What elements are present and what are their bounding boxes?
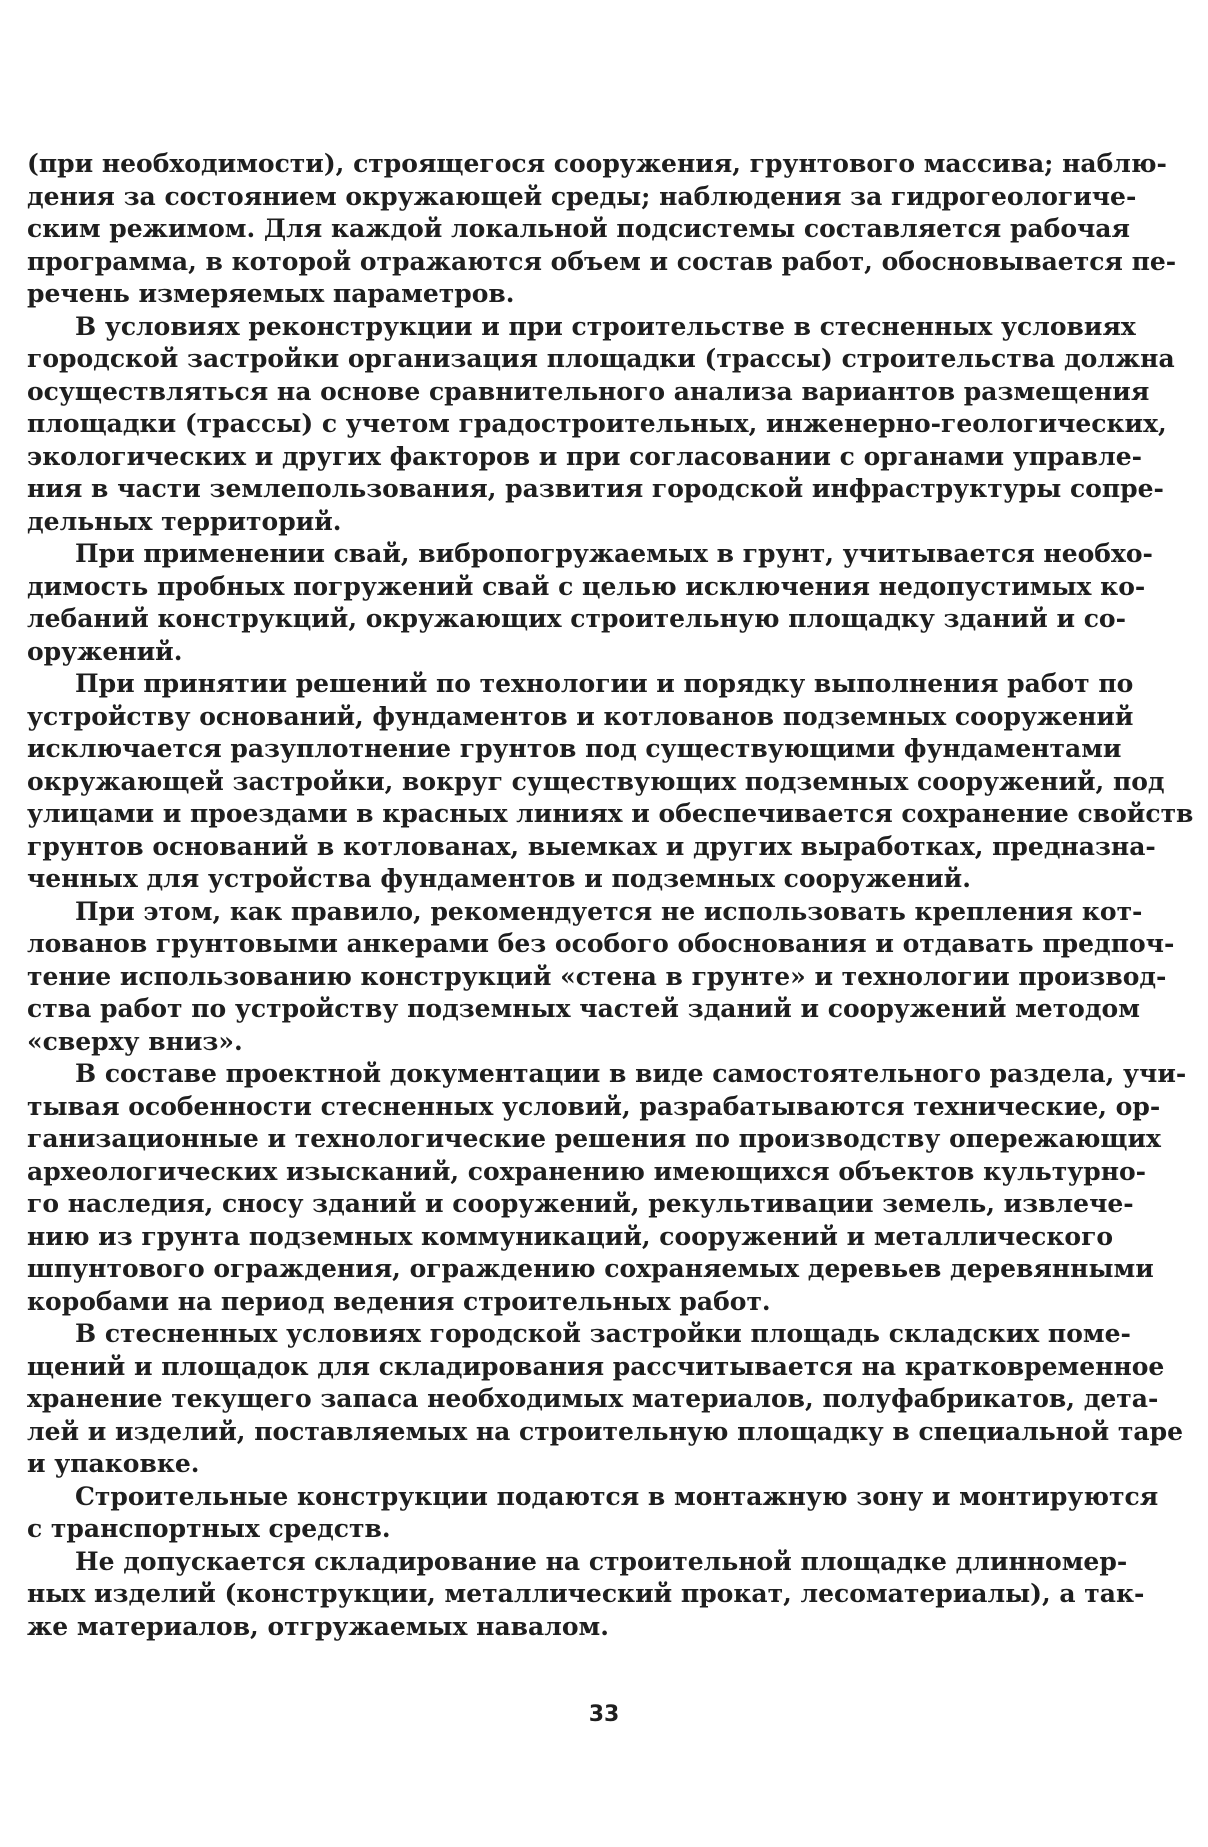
text-line: лебаний конструкций, окружающих строительную площадку зданий и со- xyxy=(27,604,1126,633)
text-line: исключается разуплотнение грунтов под существующими фундаментами xyxy=(27,734,1122,763)
text-line: экологических и других факторов и при согласовании с органами управле- xyxy=(27,441,1142,471)
text-line: лованов грунтовыми анкерами без особого обоснования и отдавать предпоч- xyxy=(27,929,1175,958)
paragraph xyxy=(27,1058,1187,1318)
text-line: площадки (трассы) с учетом градостроительных, инженерно-геологических, xyxy=(27,409,1167,438)
paragraph xyxy=(27,1546,1145,1644)
text-line: тение использованию конструкций «стена в грунте» и технологии производ- xyxy=(27,961,1167,991)
text-line: и упаковке. xyxy=(27,1449,200,1478)
text-line: устройству оснований, фундаментов и котлованов подземных сооружений xyxy=(27,701,1134,731)
text-line: программа, в которой отражаются объем и состав работ, обосновывается пе- xyxy=(27,246,1177,276)
text-line: ским режимом. Для каждой локальной подсистемы составляется рабочая xyxy=(27,214,1130,243)
text-line: При этом, как правило, рекомендуется не использовать крепления кот- xyxy=(75,896,1143,926)
text-line: ства работ по устройству подземных частей зданий и сооружений методом xyxy=(27,994,1140,1023)
text-line: улицами и проездами в красных линиях и обеспечивается сохранение свойств xyxy=(27,799,1194,828)
text-line: дельных территорий. xyxy=(27,506,342,536)
text-line: ченных для устройства фундаментов и подземных сооружений. xyxy=(27,864,971,893)
text-line: же материалов, отгружаемых навалом. xyxy=(27,1611,609,1641)
text-line: с транспортных средств. xyxy=(27,1514,391,1543)
text-line: В составе проектной документации в виде самостоятельного раздела, учи- xyxy=(75,1059,1187,1088)
text-line: шпунтового ограждения, ограждению сохраняемых деревьев деревянными xyxy=(27,1254,1154,1283)
page-number: 33 xyxy=(588,1702,620,1727)
text-line: лей и изделий, поставляемых на строительную площадку в специальной таре xyxy=(27,1416,1183,1446)
paragraph xyxy=(27,148,1177,311)
text-line: В условиях реконструкции и при строительстве в стесненных условиях xyxy=(75,311,1136,341)
text-line: коробами на период ведения строительных работ. xyxy=(27,1286,771,1316)
text-line: городской застройки организация площадки (трассы) строительства должна xyxy=(27,344,1175,373)
text-line: В стесненных условиях городской застройки площадь складских поме- xyxy=(75,1319,1131,1348)
text-line: Не допускается складирование на строительной площадке длинномер- xyxy=(75,1546,1128,1576)
text-line: «сверху вниз». xyxy=(27,1026,243,1056)
paragraph xyxy=(27,538,1153,668)
text-line: дения за состоянием окружающей среды; наблюдения за гидрогеологиче- xyxy=(27,181,1137,211)
text-line: (при необходимости), строящегося сооружения, грунтового массива; наблю- xyxy=(27,149,1167,178)
text-line: окружающей застройки, вокруг существующих подземных сооружений, под xyxy=(27,766,1165,796)
text-line: археологических изысканий, сохранению имеющихся объектов культурно- xyxy=(27,1156,1147,1186)
text-line: ганизационные и технологические решения по производству опережающих xyxy=(27,1124,1161,1153)
text-line: ния в части землепользования, развития городской инфраструктуры сопре- xyxy=(27,474,1164,503)
text-line: нию из грунта подземных коммуникаций, сооружений и металлического xyxy=(27,1221,1114,1251)
text-line: осуществляться на основе сравнительного анализа вариантов размещения xyxy=(27,376,1150,406)
text-line: тывая особенности стесненных условий, разрабатываются технические, ор- xyxy=(27,1091,1161,1121)
text-line: хранение текущего запаса необходимых материалов, полуфабрикатов, дета- xyxy=(27,1384,1159,1413)
text-line: грунтов оснований в котлованах, выемках и других выработках, предназна- xyxy=(27,831,1156,861)
text-line: речень измеряемых параметров. xyxy=(27,279,515,308)
paragraph xyxy=(27,1481,1159,1546)
text-line: щений и площадок для складирования рассчитывается на кратковременное xyxy=(27,1351,1165,1381)
text-line: оружений. xyxy=(27,636,183,666)
text-line: го наследия, сносу зданий и сооружений, рекультивации земель, извлече- xyxy=(27,1189,1134,1218)
text-line: При принятии решений по технологии и порядку выполнения работ по xyxy=(75,669,1134,698)
text-line: При применении свай, вибропогружаемых в грунт, учитывается необхо- xyxy=(75,539,1153,568)
text-line: димость пробных погружений свай с целью исключения недопустимых ко- xyxy=(27,571,1146,601)
page-body-text xyxy=(27,148,1194,1643)
paragraph xyxy=(27,668,1194,896)
text-line: Строительные конструкции подаются в монтажную зону и монтируются xyxy=(75,1481,1159,1511)
paragraph xyxy=(27,896,1175,1059)
paragraph xyxy=(27,1318,1183,1481)
text-line: ных изделий (конструкции, металлический прокат, лесоматериалы), а так- xyxy=(27,1579,1145,1608)
paragraph xyxy=(27,311,1175,539)
